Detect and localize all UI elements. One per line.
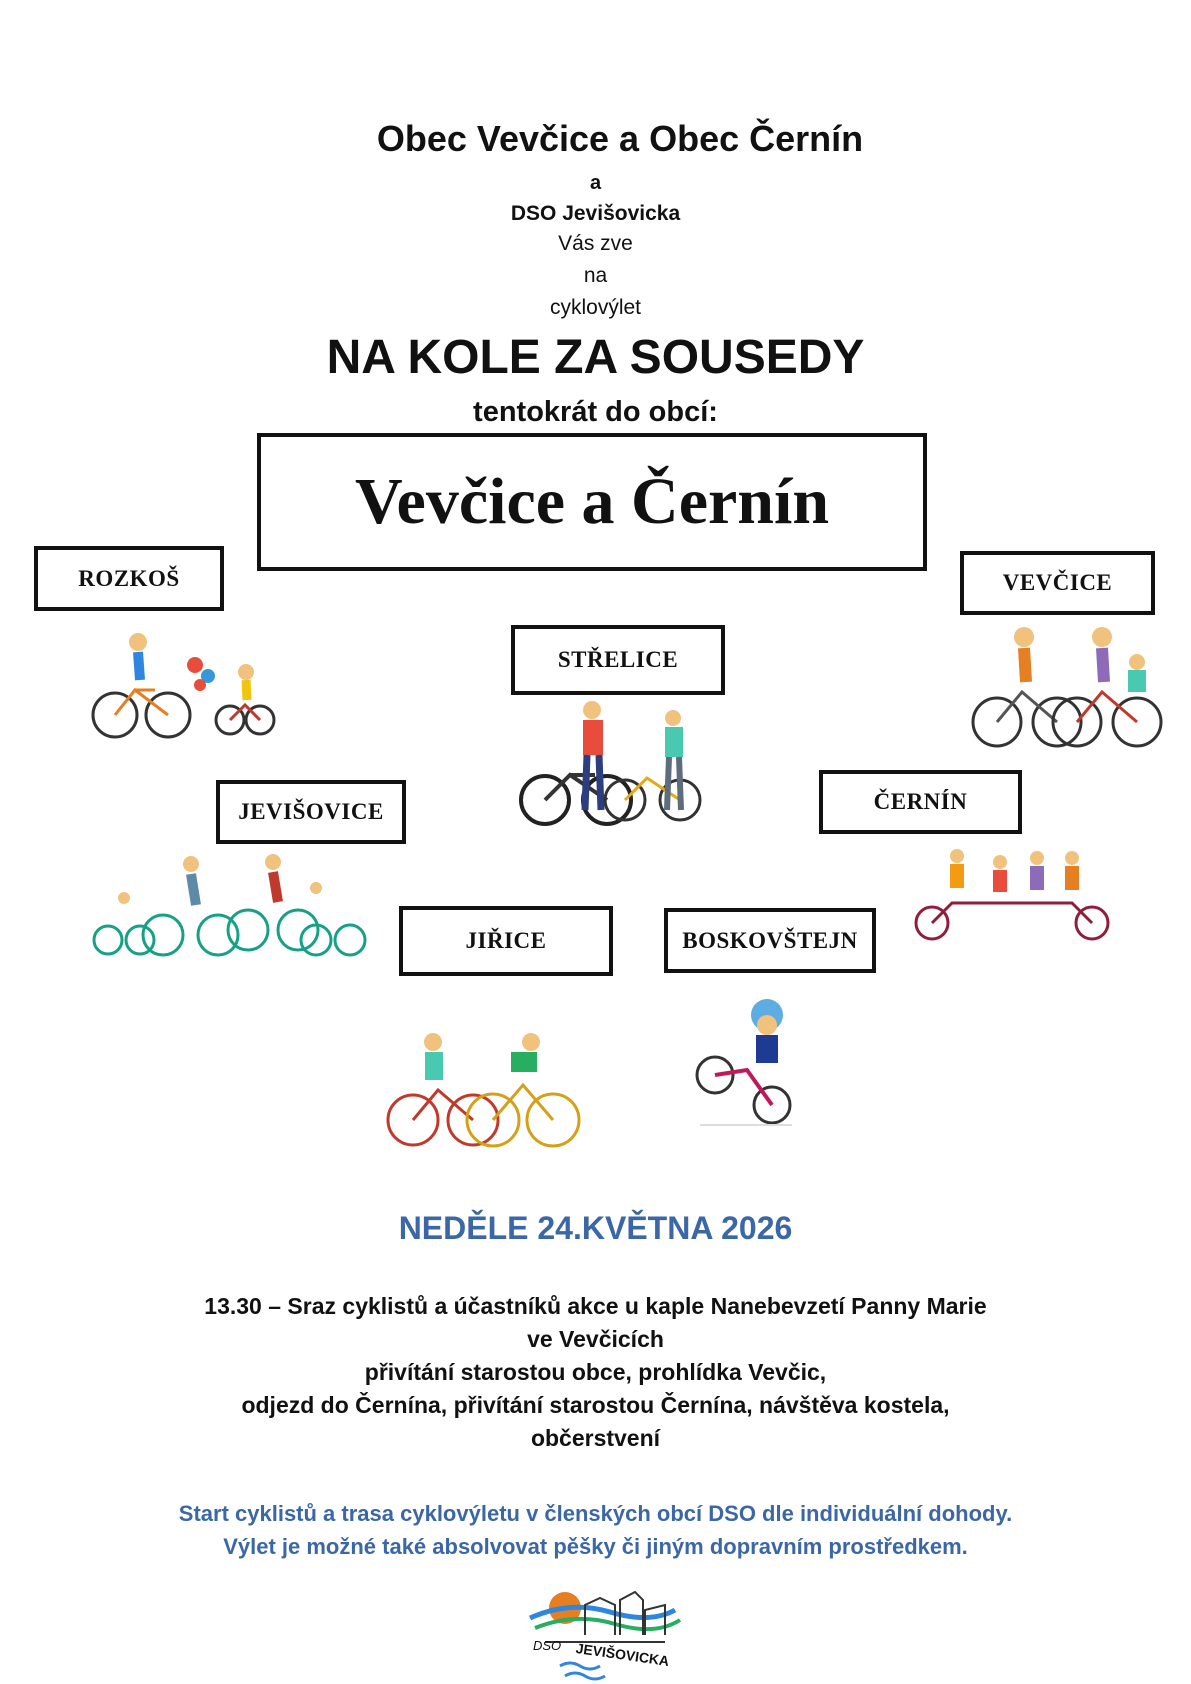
- main-villages-label: Vevčice a Černín: [354, 465, 830, 538]
- cyclists-illustration-jevisovice: [88, 850, 368, 960]
- dso-name: DSO Jevišovicka: [510, 202, 681, 225]
- connector-a: a: [589, 172, 602, 194]
- invite-line-trip: cyklovýlet: [549, 296, 642, 319]
- program-line-3: přivítání starostou obce, prohlídka Vevčic,: [364, 1359, 827, 1385]
- village-box-rozkos: [34, 546, 224, 611]
- village-box-jirice: [399, 906, 613, 976]
- cyclists-illustration-boskovstejn: [692, 995, 802, 1130]
- event-notes: [0, 1497, 1191, 1563]
- main-villages-box: [257, 433, 927, 571]
- cyclists-illustration-jirice: [383, 1030, 583, 1150]
- dso-jevisovicka-logo: [525, 1580, 685, 1684]
- organizer-line: Obec Vevčice a Obec Černín: [376, 118, 864, 159]
- village-box-strelice: [511, 625, 725, 695]
- invite-line: Vás zve: [558, 232, 633, 255]
- program-line-1: 13.30 – Sraz cyklistů a účastníků akce u kaple Nanebevzetí Panny Marie: [204, 1293, 987, 1319]
- cyclists-illustration-rozkos: [80, 620, 280, 740]
- cyclists-illustration-strelice: [515, 700, 715, 835]
- village-box-boskovstejn: [664, 908, 876, 973]
- village-label-cernin: ČERNÍN: [873, 789, 968, 814]
- village-box-jevisovice: [216, 780, 406, 844]
- village-label-jevisovice: JEVIŠOVICE: [238, 799, 384, 824]
- village-box-cernin: [819, 770, 1022, 834]
- village-label-strelice: STŘELICE: [557, 647, 679, 672]
- cyclists-illustration-cernin: [912, 848, 1112, 948]
- event-program: [0, 1290, 1191, 1455]
- village-label-boskovstejn: BOSKOVŠTEJN: [682, 927, 858, 953]
- village-label-vevcice: VEVČICE: [1002, 570, 1113, 595]
- event-subtitle: tentokrát do obcí:: [473, 396, 718, 428]
- program-line-4: odjezd do Černína, přivítání starostou Černína, návštěva kostela,: [241, 1392, 950, 1418]
- logo-text-jevisovicka: JEVIŠOVICKA: [574, 1640, 671, 1669]
- village-label-rozkos: ROZKOŠ: [78, 565, 180, 591]
- logo-text-dso: DSO: [533, 1638, 562, 1653]
- program-line-2: ve Vevčicích: [527, 1326, 664, 1352]
- program-line-5: občerstvení: [530, 1425, 661, 1451]
- invite-line-na: na: [583, 264, 608, 287]
- event-date: NEDĚLE 24.KVĚTNA 2026: [398, 1210, 793, 1246]
- cyclists-illustration-vevcice: [962, 612, 1162, 752]
- logo-graphic-icon: [525, 1580, 685, 1684]
- note-line-1: Start cyklistů a trasa cyklovýletu v členských obcí DSO dle individuální dohody.: [178, 1501, 1013, 1526]
- village-label-jirice: JIŘICE: [465, 928, 547, 953]
- event-title: NA KOLE ZA SOUSEDY: [326, 331, 865, 384]
- village-box-vevcice: [960, 551, 1155, 615]
- note-line-2: Výlet je možné také absolvovat pěšky či jiným dopravním prostředkem.: [223, 1534, 968, 1559]
